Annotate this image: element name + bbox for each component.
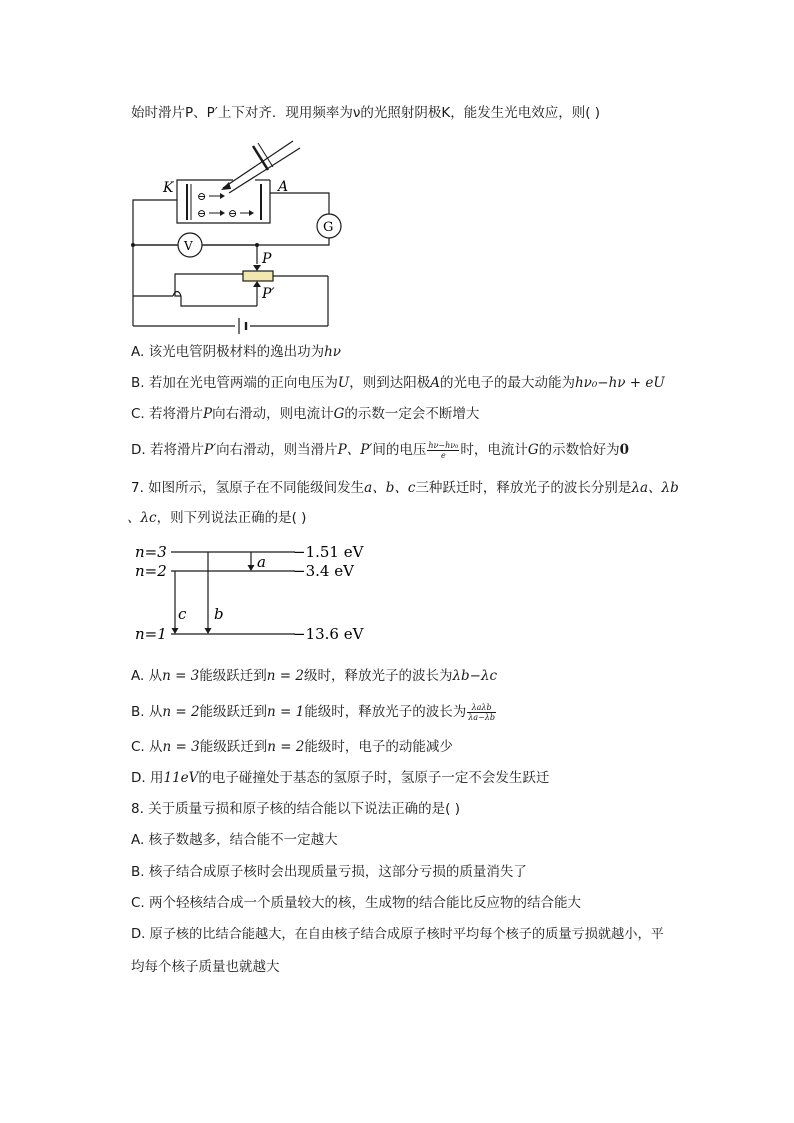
q7-option-A: A. 从n = 3能级跃迁到n = 2级时，释放光子的波长为λb−λc — [131, 668, 498, 684]
level-energy-n2: −3.4 eV — [293, 562, 354, 580]
transition-a-label: a — [257, 553, 266, 571]
energy-level-diagram — [133, 540, 373, 650]
q8-option-D-line-1: D. 原子核的比结合能越大，在自由核子结合成原子核时平均每个核子的质量亏损就越小，平 — [131, 927, 664, 942]
q6-option-D: D. 若将滑片P′向右滑动，则当滑片P、P′间的电压 $\frac{\text{hν−hν₀}}{e}$ 时，电流计G的示数恰好为0 — [131, 440, 630, 460]
label-K: K — [163, 180, 174, 196]
photoelectric-circuit-diagram — [125, 138, 345, 338]
transition-c-label: c — [178, 605, 187, 623]
q8-option-B: B. 核子结合成原子核时会出现质量亏损，这部分亏损的质量消失了 — [131, 864, 527, 880]
fraction-wavelength: $\frac{\text{λaλb}}{\lambda a-\lambda b}$ — [468, 702, 495, 722]
level-label-n2: n=2 — [135, 562, 167, 580]
level-energy-n1: −13.6 eV — [293, 625, 364, 643]
q7-option-B: B. 从n = 2能级跃迁到n = 1能级时，释放光子的波长为 $\frac{\text{λaλb}}{\lambda a-\lambda b}$ — [131, 702, 495, 722]
q6-option-B: B. 若加在光电管两端的正向电压为U，则到达阳极A的光电子的最大动能为hν₀−hν + eU — [131, 375, 665, 391]
label-A: A — [278, 179, 289, 195]
q7-option-C: C. 从n = 3能级跃迁到n = 2能级时，电子的动能减少 — [131, 739, 453, 755]
label-V: V — [184, 239, 193, 253]
level-label-n3: n=3 — [135, 543, 167, 561]
label-G: G — [323, 220, 334, 235]
q8-option-C: C. 两个轻核结合成一个质量较大的核，生成物的结合能比反应物的结合能大 — [131, 895, 582, 911]
label-P-prime: P′ — [262, 286, 275, 302]
fraction-voltage: $\frac{\text{hν−hν₀}}{e}$ — [428, 440, 459, 460]
electron-1: ⊖ — [197, 190, 207, 203]
transition-b-label: b — [214, 605, 224, 623]
q6-option-C: C. 若将滑片P向右滑动，则电流计G的示数一定会不断增大 — [131, 406, 480, 422]
q8-stem: 8. 关于质量亏损和原子核的结合能以下说法正确的是( ) — [131, 801, 460, 817]
label-P: P — [262, 251, 272, 267]
q7-stem-line-2: 、λc，则下列说法正确的是( ) — [127, 510, 307, 526]
q7-stem-line-1: 7. 如图所示，氢原子在不同能级间发生a、b、c三种跃迁时，释放光子的波长分别是λa、λb — [131, 480, 679, 496]
intro-line: 始时滑片P、P′上下对齐．现用频率为ν的光照射阴极K，能发生光电效应，则( ) — [131, 105, 601, 121]
q6-option-A: A. 该光电管阴极材料的逸出功为hν — [131, 344, 341, 360]
level-label-n1: n=1 — [135, 625, 167, 643]
electron-3: ⊖ — [228, 207, 238, 220]
electron-2: ⊖ — [197, 207, 207, 220]
q7-option-D: D. 用11eV的电子碰撞处于基态的氢原子时，氢原子一定不会发生跃迁 — [131, 770, 550, 786]
q8-option-A: A. 核子数越多，结合能不一定越大 — [131, 832, 338, 848]
level-energy-n3: −1.51 eV — [293, 543, 364, 561]
q8-option-D-line-2: 均每个核子质量也就越大 — [131, 959, 280, 975]
